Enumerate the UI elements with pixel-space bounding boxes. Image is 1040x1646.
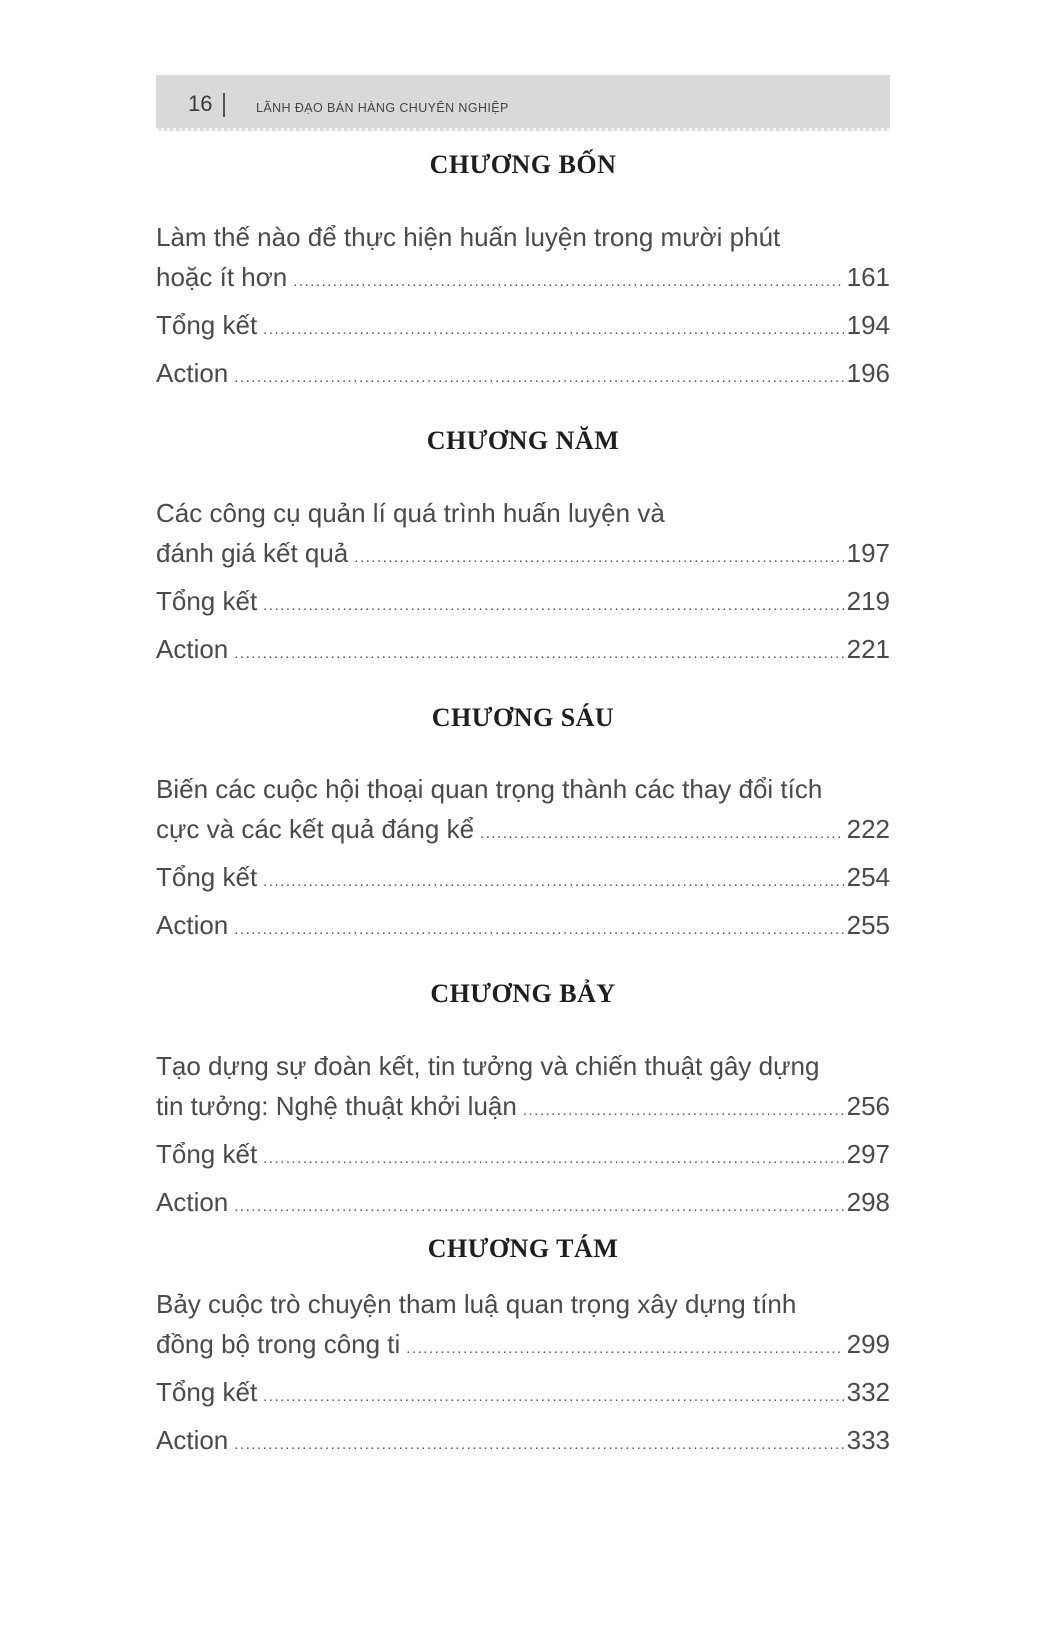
dot-leader — [354, 541, 843, 575]
chapter-heading: CHƯƠNG NĂM — [426, 426, 620, 455]
toc-page-number: 219 — [846, 586, 890, 616]
toc-entry-title-line: Các công cụ quản lí quá trình huấn luyện và — [156, 498, 665, 528]
toc-entry-title: Action — [156, 910, 229, 940]
toc-page-number: 161 — [846, 262, 890, 292]
toc-entry-title: Action — [156, 1187, 229, 1217]
dot-leader — [263, 865, 843, 899]
dot-leader — [263, 313, 843, 347]
toc-entry-main[interactable] — [156, 260, 890, 294]
toc-page-number: 221 — [846, 634, 890, 664]
toc-entry-title: Action — [156, 358, 229, 388]
toc-entry-title-line: Bảy cuộc trò chuyện tham luậ quan trọng xây dựng tính — [156, 1289, 797, 1319]
dot-leader — [234, 1190, 843, 1224]
toc-entry-title-line: Biến các cuộc hội thoại quan trọng thành các thay đổi tích — [156, 774, 823, 804]
toc-entry-title: đánh giá kết quả — [156, 538, 349, 568]
toc-page-number: 256 — [846, 1091, 890, 1121]
toc-page-number: 299 — [846, 1329, 890, 1359]
toc-entry-title: Tổng kết — [156, 310, 258, 340]
toc-entry-title: Tổng kết — [156, 862, 258, 892]
book-title: LÃNH ĐẠO BÁN HÀNG CHUYÊN NGHIỆP — [256, 101, 509, 115]
toc-entry-title: đồng bộ trong công ti — [156, 1329, 401, 1359]
toc-entry-summary[interactable] — [156, 308, 890, 342]
toc-entry-title: Tổng kết — [156, 1377, 258, 1407]
toc-entry-title: Tổng kết — [156, 1139, 258, 1169]
header-divider — [223, 93, 225, 117]
toc-entry-title: cực và các kết quả đáng kể — [156, 814, 475, 844]
dot-leader — [263, 1380, 843, 1414]
dot-leader — [406, 1332, 843, 1366]
dot-leader — [480, 817, 844, 851]
toc-entry-action[interactable] — [156, 1185, 890, 1219]
chapter-heading: CHƯƠNG TÁM — [427, 1234, 619, 1263]
chapter-heading: CHƯƠNG BẢY — [430, 979, 616, 1008]
toc-entry-summary[interactable] — [156, 584, 890, 618]
toc-entry-title: hoặc ít hơn — [156, 262, 288, 292]
dot-leader — [234, 361, 843, 395]
toc-entry-main[interactable] — [156, 1327, 890, 1361]
dot-leader — [263, 589, 843, 623]
toc-page-number: 196 — [846, 358, 890, 388]
toc-page-number: 333 — [846, 1425, 890, 1455]
toc-entry-title: tin tưởng: Nghệ thuật khởi luận — [156, 1091, 517, 1121]
chapter-heading: CHƯƠNG BỐN — [429, 150, 617, 179]
dot-leader — [293, 265, 843, 299]
dot-leader — [523, 1094, 844, 1128]
toc-entry-action[interactable] — [156, 908, 890, 942]
toc-entry-title: Tổng kết — [156, 586, 258, 616]
running-header — [156, 75, 890, 131]
toc-entry-summary[interactable] — [156, 860, 890, 894]
chapter-heading: CHƯƠNG SÁU — [431, 703, 615, 732]
dot-leader — [234, 913, 843, 947]
toc-entry-title-line: Làm thế nào để thực hiện huấn luyện trong mười phút — [156, 222, 781, 252]
toc-entry-main[interactable] — [156, 812, 890, 846]
toc-entry-title-line: Tạo dựng sự đoàn kết, tin tưởng và chiến thuật gây dựng — [156, 1051, 820, 1081]
toc-page-number: 332 — [846, 1377, 890, 1407]
dot-leader — [234, 1428, 843, 1462]
toc-entry-title: Action — [156, 634, 229, 664]
toc-entry-summary[interactable] — [156, 1137, 890, 1171]
toc-page-number: 297 — [846, 1139, 890, 1169]
toc-entry-action[interactable] — [156, 356, 890, 390]
dot-leader — [263, 1142, 843, 1176]
toc-entry-title: Action — [156, 1425, 229, 1455]
toc-page-number: 255 — [846, 910, 890, 940]
toc-entry-action[interactable] — [156, 1423, 890, 1457]
toc-page-number: 197 — [846, 538, 890, 568]
toc-page-number: 254 — [846, 862, 890, 892]
toc-entry-main[interactable] — [156, 1089, 890, 1123]
toc-page-number: 298 — [846, 1187, 890, 1217]
toc-page-number: 222 — [846, 814, 890, 844]
toc-page-number: 194 — [846, 310, 890, 340]
toc-entry-summary[interactable] — [156, 1375, 890, 1409]
dot-leader — [234, 637, 843, 671]
toc-entry-action[interactable] — [156, 632, 890, 666]
page-number: 16 — [188, 91, 213, 116]
toc-entry-main[interactable] — [156, 536, 890, 570]
